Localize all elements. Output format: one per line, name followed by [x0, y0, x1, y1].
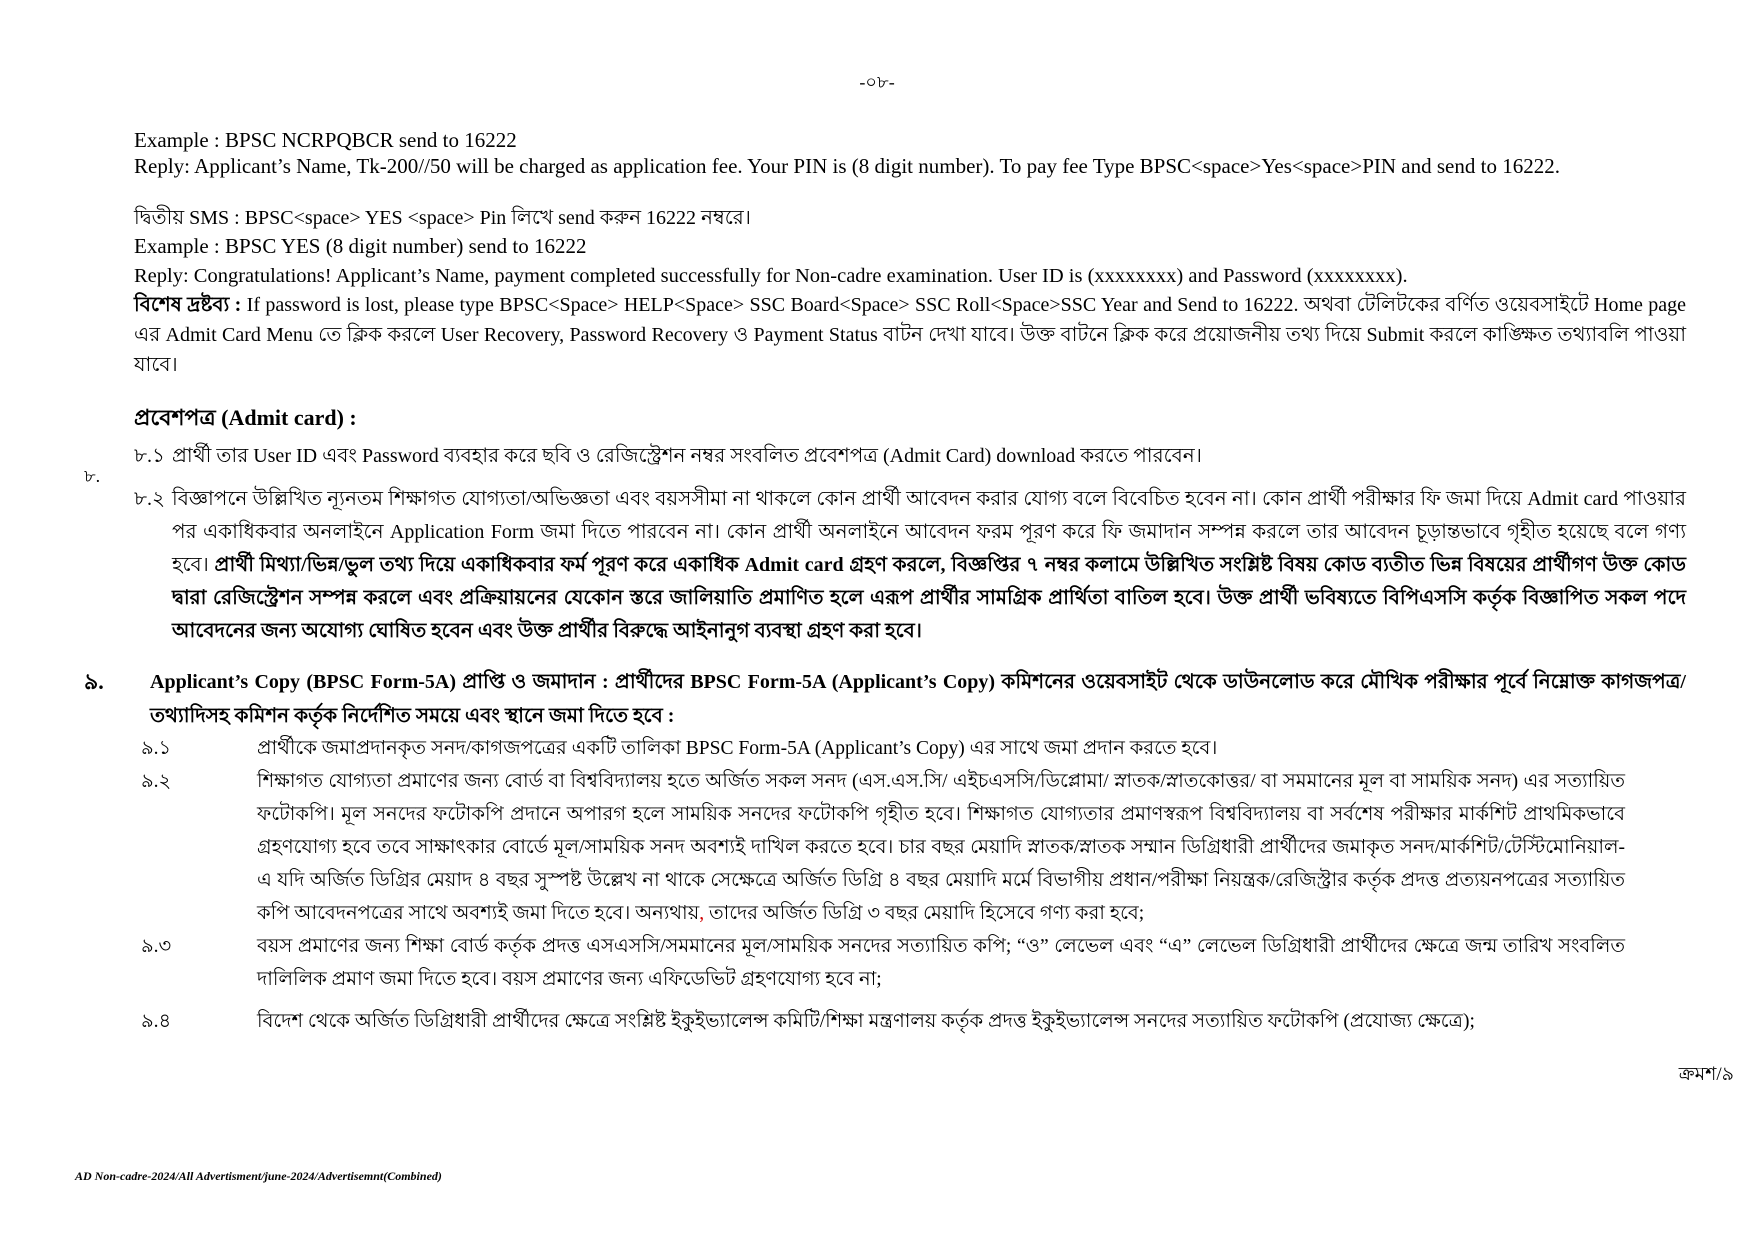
continued-label: ক্রমশ/৯ — [1678, 1064, 1734, 1085]
example-1: Example : BPSC NCRPQBCR send to 16222 — [134, 128, 517, 152]
section-8-number: ৮. — [84, 466, 101, 486]
item-number: ৯.১ — [141, 738, 172, 759]
item-text: প্রার্থীকে জমাপ্রদানকৃত সনদ/কাগজপত্রের একটি তালিকা BPSC Form-5A (Applicant’s Copy) এর সাথে জমা প্রদান করতে হবে। — [257, 738, 1218, 759]
section-8-heading: প্রবেশপত্র (Admit card) : — [134, 405, 357, 430]
section-9-item-2 — [141, 765, 1625, 930]
section-9-number: ৯. — [84, 669, 104, 694]
section-9-item-4 — [141, 1005, 1625, 1038]
item-number: ৯.২ — [141, 771, 172, 792]
item-text-end: তাদের অর্জিত ডিগ্রি ৩ বছর মেয়াদি হিসেবে গণ্য করা হবে; — [704, 903, 1145, 924]
item-text: বিজ্ঞাপনে উল্লিখিত ন্যূনতম শিক্ষাগত যোগ্যতা/অভিজ্ঞতা এবং বয়সসীমা না থাকলে কোন প্রার্থী আবেদন করার যোগ্য বলে বিবেচিত হবেন না। কোন প্রার্থী পরীক্ষার ফি জমা দিয়ে Admit card পাওয়ার পর একাধিকবার অনলাইনে Application Form জমা দিতে পারবেন না। কোন প্রার্থী অনলাইনে আবেদন ফরম পূরণ করে ফি জমাদান সম্পন্ন করলে তার আবেদন চূড়ান্তভাবে গৃহীত হয়েছে বলে গণ্য হবে। — [172, 488, 1686, 576]
item-text: বিদেশ থেকে অর্জিত ডিগ্রিধারী প্রার্থীদের ক্ষেত্রে সংশ্লিষ্ট ইকুইভ্যালেন্স কমিটি/শিক্ষা মন্ত্রণালয় কর্তৃক প্রদত্ত ইকুইভ্যালেন্স সনদের সত্যায়িত ফটোকপি (প্রযোজ্য ক্ষেত্রে); — [257, 1011, 1475, 1032]
second-sms-instruction: দ্বিতীয় SMS : BPSC<space> YES <space> Pin লিখে send করুন 16222 নম্বরে। — [134, 207, 751, 229]
special-note — [134, 290, 1686, 380]
sms-example-block — [134, 126, 1686, 154]
highlighted-comma: , — [699, 903, 705, 924]
item-text: প্রার্থী তার User ID এবং Password ব্যবহার করে ছবি ও রেজিস্ট্রেশন নম্বর সংবলিত প্রবেশপত্র (Admit Card) download করতে পারবেন। — [172, 445, 1202, 467]
example-2: Example : BPSC YES (8 digit number) send to 16222 — [134, 234, 587, 258]
footer-path: AD Non-cadre-2024/All Advertisment/june-2024/Advertisemnt(Combined) — [75, 1169, 442, 1183]
section-9-heading-text: Applicant’s Copy (BPSC Form-5A) প্রাপ্তি ও জমাদান : প্রার্থীদের BPSC Form-5A (Applicant’s Copy) কমিশনের ওয়েবসাইট থেকে ডাউনলোড করে মৌখিক পরীক্ষার পূর্বে নিম্নোক্ত কাগজপত্র/তথ্যাদিসহ কমিশন কর্তৃক নির্দেশিত সময়ে এবং স্থানে জমা দিতে হবে : — [150, 671, 1686, 727]
item-number: ৯.৩ — [141, 936, 172, 957]
sms-reply-2: Reply: Congratulations! Applicant’s Name, payment completed successfully for Non-cadre examination. User ID is (xxxxxxxx) and Password (xxxxxxxx). — [134, 265, 1408, 287]
special-note-text: If password is lost, please type BPSC<Space> HELP<Space> SSC Board<Space> SSC Roll<Space>SSC Year and Send to 16222. অথবা টেলিটকের বর্ণিত ওয়েবসাইটে Home page এর Admit Card Menu তে ক্লিক করলে User Recovery, Password Recovery ও Payment Status বাটন দেখা যাবে। উক্ত বাটনে ক্লিক করে প্রয়োজনীয় তথ্য দিয়ে Submit করলে কাঙ্ক্ষিত তথ্যাবলি পাওয়া যাবে। — [134, 294, 1686, 376]
special-note-label: বিশেষ দ্রষ্টব্য : — [134, 294, 242, 316]
section-9-item-3 — [141, 930, 1625, 996]
page-number: -০৮- — [859, 72, 895, 92]
item-number: ৮.১ — [134, 445, 165, 467]
item-text: শিক্ষাগত যোগ্যতা প্রমাণের জন্য বোর্ড বা বিশ্ববিদ্যালয় হতে অর্জিত সকল সনদ (এস.এস.সি/ এইচএসসি/ডিপ্লোমা/ স্নাতক/স্নাতকোত্তর/ বা সমমানের মূল বা সাময়িক সনদ) এর সত্যায়িত ফটোকপি। মূল সনদের ফটোকপি প্রদানে অপারগ হলে সাময়িক সনদের ফটোকপি গৃহীত হবে। শিক্ষাগত যোগ্যতার প্রমাণস্বরূপ বিশ্ববিদ্যালয় বা সর্বশেষ পরীক্ষার মার্কশিট প্রাথমিকভাবে গ্রহণযোগ্য হবে তবে সাক্ষাৎকার বোর্ডে মূল/সাময়িক সনদ অবশ্যই দাখিল করতে হবে। চার বছর মেয়াদি স্নাতক/স্নাতক সম্মান ডিগ্রিধারী প্রার্থীদের জমাকৃত সনদ/মার্কশিট/টেস্টিমোনিয়াল-এ যদি অর্জিত ডিগ্রির মেয়াদ ৪ বছর সুস্পষ্ট উল্লেখ না থাকে সেক্ষেত্রে অর্জিত ডিগ্রি ৪ বছর মেয়াদি মর্মে বিভাগীয় প্রধান/পরীক্ষা নিয়ন্ত্রক/রেজিস্ট্রার কর্তৃক প্রদত্ত প্রত্যয়নপত্রের সত্যায়িত কপি আবেদনপত্রের সাথে অবশ্যই জমা দিতে হবে। অন্যথায় — [257, 771, 1625, 924]
item-number: ৮.২ — [134, 488, 165, 510]
item-text-bold: প্রার্থী মিথ্যা/ভিন্ন/ভুল তথ্য দিয়ে একাধিকবার ফর্ম পূরণ করে একাধিক Admit card গ্রহণ করলে, বিজ্ঞপ্তির ৭ নম্বর কলামে উল্লিখিত সংশ্লিষ্ট বিষয় কোড ব্যতীত ভিন্ন বিষয়ের প্রার্থীগণ উক্ত কোড দ্বারা রেজিস্ট্রেশন সম্পন্ন করলে এবং প্রক্রিয়ায়নের যেকোন স্তরে জালিয়াতি প্রমাণিত হলে এরূপ প্রার্থীর সামগ্রিক প্রার্থিতা বাতিল হবে। উক্ত প্রার্থী ভবিষ্যতে বিপিএসসি কর্তৃক বিজ্ঞাপিত সকল পদে আবেদনের জন্য অযোগ্য ঘোষিত হবেন এবং উক্ত প্রার্থীর বিরুদ্ধে আইনানুগ ব্যবস্থা গ্রহণ করা হবে। — [172, 554, 1686, 642]
item-text: বয়স প্রমাণের জন্য শিক্ষা বোর্ড কর্তৃক প্রদত্ত এসএসসি/সমমানের মূল/সাময়িক সনদের সত্যায়িত কপি; “ও” লেভেল এবং “এ” লেভেল ডিগ্রিধারী প্রার্থীদের ক্ষেত্রে জন্ম তারিখ সংবলিত দালিলিক প্রমাণ জমা দিতে হবে। বয়স প্রমাণের জন্য এফিডেভিট গ্রহণযোগ্য হবে না; — [257, 936, 1625, 990]
section-9-heading — [84, 665, 1686, 733]
sms-reply-1: Reply: Applicant’s Name, Tk-200//50 will be charged as application fee. Your PIN is (8 digit number). To pay fee Type BPSC<space>Yes<space>PIN and send to 16222. — [134, 154, 1560, 178]
section-9-item-1 — [141, 732, 1625, 765]
item-number: ৯.৪ — [141, 1011, 172, 1032]
section-8-item-1 — [134, 440, 1686, 473]
section-8-item-2 — [134, 483, 1686, 648]
